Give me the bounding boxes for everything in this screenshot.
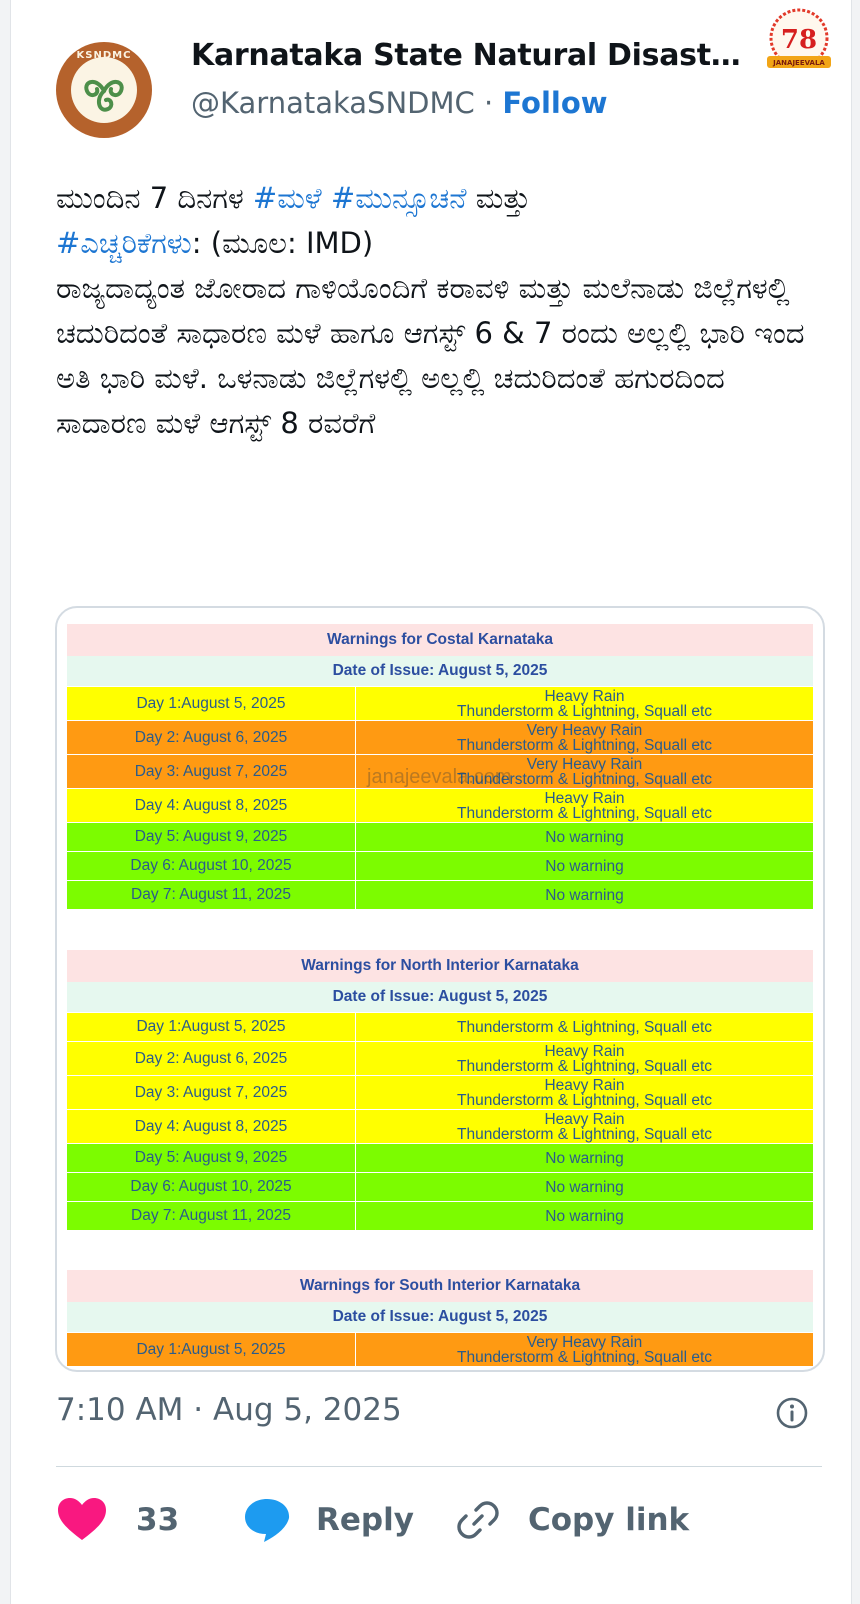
warning-day: Day 1:August 5, 2025 — [67, 1013, 356, 1041]
warning-line: Very Heavy Rain — [526, 721, 643, 739]
region-title: Warnings for North Interior Karnataka — [67, 950, 813, 982]
warning-row — [67, 1201, 813, 1230]
warning-day: Day 3: August 7, 2025 — [67, 755, 356, 788]
link-icon — [454, 1496, 502, 1544]
warning-day: Day 5: August 9, 2025 — [67, 1144, 356, 1172]
warning-row — [67, 788, 813, 822]
warning-line: Heavy Rain — [544, 1076, 625, 1094]
warning-line: Heavy Rain — [544, 1110, 625, 1128]
warning-region — [67, 950, 813, 1230]
warning-row — [67, 1012, 813, 1041]
reply-bubble-icon — [242, 1496, 292, 1544]
warning-day: Day 4: August 8, 2025 — [67, 1110, 356, 1143]
tweet-body: ರಾಜ್ಯದಾದ್ಯಂತ ಜೋರಾದ ಗಾಳಿಯೊಂದಿಗೆ ಕರಾವಳಿ ಮತ್ತು ಮಲೆನಾಡು ಜಿಲ್ಲೆಗಳಲ್ಲಿ ಚದುರಿದಂತೆ ಸಾಧಾರಣ ಮಳೆ ಹಾಗೂ ಆಗಸ್ಟ್ 6 & 7 ರಂದು ಅಲ್ಲಲ್ಲಿ ಭಾರಿ ಇಂದ ಅತಿ ಭಾರಿ ಮಳೆ. ಒಳನಾಡು ಜಿಲ್ಲೆಗಳಲ್ಲಿ ಅಲ್ಲಲ್ಲಿ ಚದುರಿದಂತೆ ಹಗುರದಿಂದ ಸಾದಾರಣ ಮಳೆ ಆಗಸ್ಟ್ 8 ರವರೆಗೆ — [56, 271, 805, 440]
region-title: Warnings for Costal Karnataka — [67, 624, 813, 656]
avatar-ring-text: KSNDMC — [76, 50, 132, 61]
like-count: 33 — [136, 1502, 180, 1538]
tweet-text — [56, 176, 816, 446]
warning-row — [67, 822, 813, 851]
warning-text — [356, 852, 813, 880]
handle-row — [191, 86, 608, 120]
badge-number: 78 — [780, 25, 818, 55]
warning-row — [67, 1041, 813, 1075]
warning-day: Day 2: August 6, 2025 — [67, 1042, 356, 1075]
follow-button[interactable]: Follow — [502, 86, 608, 120]
warning-row — [67, 1143, 813, 1172]
warning-text — [356, 1202, 813, 1230]
warning-text — [356, 1173, 813, 1201]
author-handle[interactable]: @KarnatakaSNDMC — [191, 86, 475, 120]
anniversary-badge-icon — [763, 6, 835, 78]
warning-line: Very Heavy Rain — [526, 755, 643, 773]
warning-line: Thunderstorm & Lightning, Squall etc — [456, 770, 713, 788]
warning-text — [356, 721, 813, 754]
tweet-media-image[interactable] — [55, 606, 825, 1372]
copy-link-label: Copy link — [528, 1502, 690, 1538]
warning-line: Thunderstorm & Lightning, Squall etc — [456, 702, 713, 720]
warning-day: Day 7: August 11, 2025 — [67, 1202, 356, 1230]
divider — [56, 1466, 822, 1467]
warning-text — [356, 823, 813, 851]
warning-line: Thunderstorm & Lightning, Squall etc — [456, 1348, 713, 1366]
warning-text — [356, 1110, 813, 1143]
warning-day: Day 4: August 8, 2025 — [67, 789, 356, 822]
warning-row — [67, 1075, 813, 1109]
warning-day: Day 6: August 10, 2025 — [67, 1173, 356, 1201]
warning-line: No warning — [545, 857, 624, 875]
warning-row — [67, 720, 813, 754]
warning-row — [67, 1109, 813, 1143]
warning-text — [356, 1042, 813, 1075]
warning-text — [356, 1144, 813, 1172]
warning-line: Heavy Rain — [544, 1042, 625, 1060]
heart-icon — [56, 1496, 108, 1544]
warning-day: Day 6: August 10, 2025 — [67, 852, 356, 880]
warning-line: Thunderstorm & Lightning, Squall etc — [456, 804, 713, 822]
reply-button[interactable] — [242, 1490, 414, 1550]
hashtag-warnings[interactable]: #ಎಚ್ಚರಿಕೆಗಳು — [56, 226, 192, 260]
warning-text — [356, 1013, 813, 1041]
tweet-line1-suffix: ಮತ್ತು — [466, 181, 531, 215]
tweet-timestamp[interactable]: 7:10 AM · Aug 5, 2025 — [56, 1392, 402, 1428]
warning-day: Day 5: August 9, 2025 — [67, 823, 356, 851]
action-bar — [56, 1490, 822, 1550]
warning-text — [356, 1076, 813, 1109]
warning-region — [67, 1270, 813, 1366]
warning-day: Day 1:August 5, 2025 — [67, 687, 356, 720]
warning-line: No warning — [545, 1149, 624, 1167]
tweet-source: : (ಮೂಲ: IMD) — [191, 226, 374, 260]
warning-line: Heavy Rain — [544, 789, 625, 807]
warning-line: Thunderstorm & Lightning, Squall etc — [456, 1018, 713, 1036]
warning-line: No warning — [545, 1178, 624, 1196]
warning-line: No warning — [545, 1207, 624, 1225]
info-icon[interactable] — [775, 1396, 809, 1430]
region-issue-date: Date of Issue: August 5, 2025 — [67, 1302, 813, 1332]
warning-row — [67, 880, 813, 909]
warning-text — [356, 789, 813, 822]
warning-line: No warning — [545, 886, 624, 904]
warning-day: Day 7: August 11, 2025 — [67, 881, 356, 909]
warning-text — [356, 881, 813, 909]
hashtag-rain[interactable]: #ಮಳೆ — [252, 181, 322, 215]
warning-text — [356, 687, 813, 720]
ksndmc-logo-icon — [71, 57, 137, 123]
warning-line: Heavy Rain — [544, 687, 625, 705]
tweet-card — [10, 0, 852, 1604]
badge-banner: JANAJEEVALA — [773, 59, 825, 67]
copy-link-button[interactable] — [454, 1490, 689, 1550]
region-issue-date: Date of Issue: August 5, 2025 — [67, 656, 813, 686]
warning-row — [67, 686, 813, 720]
warning-row — [67, 1172, 813, 1201]
hashtag-forecast[interactable]: #ಮುನ್ಸೂಚನೆ — [330, 181, 467, 215]
warning-line: No warning — [545, 828, 624, 846]
warning-line: Thunderstorm & Lightning, Squall etc — [456, 736, 713, 754]
warning-line: Thunderstorm & Lightning, Squall etc — [456, 1125, 713, 1143]
warning-day: Day 1:August 5, 2025 — [67, 1333, 356, 1366]
warning-text — [356, 1333, 813, 1366]
tweet-line1-prefix: ಮುಂದಿನ 7 ದಿನಗಳ — [56, 181, 253, 215]
watermark: janajeevala.com — [367, 766, 512, 788]
warning-day: Day 3: August 7, 2025 — [67, 1076, 356, 1109]
region-issue-date: Date of Issue: August 5, 2025 — [67, 982, 813, 1012]
avatar[interactable] — [56, 42, 152, 138]
reply-label: Reply — [316, 1502, 414, 1538]
like-button[interactable] — [56, 1490, 179, 1550]
warning-line: Thunderstorm & Lightning, Squall etc — [456, 1057, 713, 1075]
warning-day: Day 2: August 6, 2025 — [67, 721, 356, 754]
author-name[interactable]: Karnataka State Natural Disast… — [191, 38, 741, 73]
warning-row — [67, 851, 813, 880]
region-title: Warnings for South Interior Karnataka — [67, 1270, 813, 1302]
warning-row — [67, 1332, 813, 1366]
warning-line: Very Heavy Rain — [526, 1333, 643, 1351]
separator: · — [483, 86, 494, 120]
warning-line: Thunderstorm & Lightning, Squall etc — [456, 1091, 713, 1109]
